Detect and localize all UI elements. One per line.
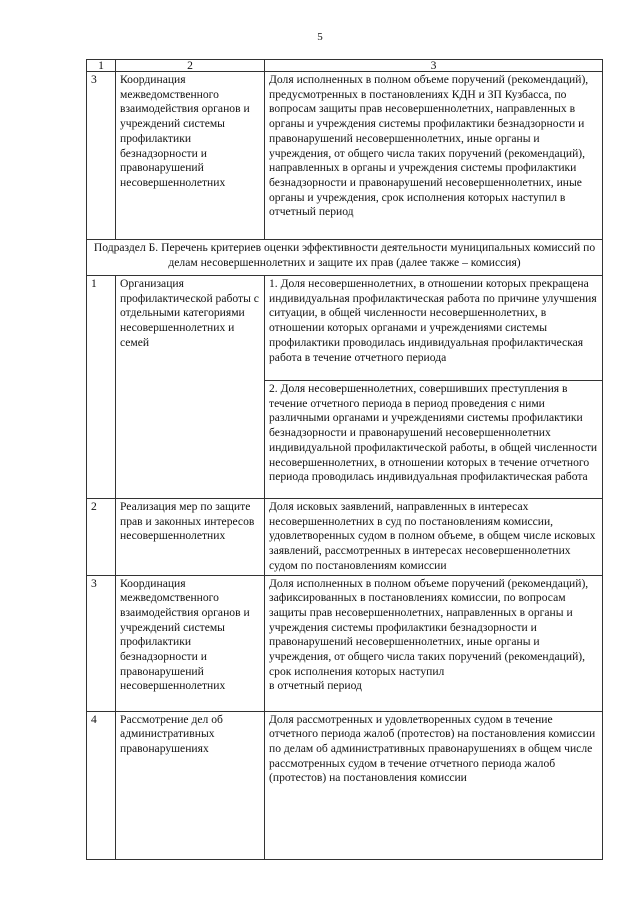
criterion-cell: Координация межведомственного взаимодействия органов и учреждений системы профилактики безнадзорности и правонарушений несовершеннолетних (116, 72, 265, 240)
criterion-cell: Рассмотрение дел об административных правонарушениях (116, 711, 265, 859)
criterion-cell: Реализация мер по защите прав и законных интересов несовершеннолетних (116, 499, 265, 576)
column-header: 3 (265, 60, 603, 72)
section-row (87, 240, 603, 276)
indicator-cell: Доля исполненных в полном объеме поручений (рекомендаций), предусмотренных в постановлениях КДН и ЗП Кузбасса, по вопросам защиты прав несовершеннолетних, направленных в органы и учреждения системы профилактики безнадзорности и правонарушений несовершеннолетних, иные органы и учреждения, от общего числа таких поручений (рекомендаций), направленных в органы и учреждения системы профилактики безнадзорности и правонарушений несовершеннолетних, иные органы и учреждения, срок исполнения которых наступил в отчетный период (265, 72, 603, 240)
table-row (87, 711, 603, 859)
section-b-title: Подраздел Б. Перечень критериев оценки эффективности деятельности муниципальных комиссий по делам несовершеннолетних и защите их прав (далее также – комиссия) (87, 240, 603, 276)
row-number: 1 (87, 276, 116, 499)
indicator-cell (265, 575, 603, 711)
column-header: 2 (116, 60, 265, 72)
row-number: 2 (87, 499, 116, 576)
criterion-cell: Организация профилактической работы с отдельными категориями несовершеннолетних и семей (116, 276, 265, 499)
indicator-cell: Доля рассмотренных и удовлетворенных судом в течение отчетного периода жалоб (протестов) на постановления комиссии по делам об административных правонарушениях в общем числе рассмотренных судом в течение отчетного периода жалоб (протестов) на постановления комиссии (265, 711, 603, 859)
row-number: 3 (87, 72, 116, 240)
table-row (87, 575, 603, 711)
criteria-table (86, 59, 603, 860)
page-number: 5 (317, 31, 323, 43)
indicator-text: в отчетный период (269, 679, 362, 693)
column-header: 1 (87, 60, 116, 72)
table-row (87, 499, 603, 576)
table-header-row (87, 60, 603, 72)
row-number: 4 (87, 711, 116, 859)
indicator-cell: Доля исковых заявлений, направленных в интересах несовершеннолетних в суд по постановлениям комиссии, удовлетворенных судом в полном объеме, в общем числе исковых заявлений, рассмотренных в интересах несовершеннолетних судом по постановлениям комиссии (265, 499, 603, 576)
table-row (87, 276, 603, 381)
row-number: 3 (87, 575, 116, 711)
indicator-cell: 2. Доля несовершеннолетних, совершивших преступления в течение отчетного периода в период проведения с ними различными органами и учреждениями системы профилактики безнадзорности и правонарушений несовершеннолетних индивидуальной профилактической работы, в общей численности несовершеннолетних, в отношении которых в течение отчетного периода проводилась индивидуальная профилактическая работа (265, 381, 603, 499)
criterion-cell: Координация межведомственного взаимодействия органов и учреждений системы профилактики безнадзорности и правонарушений несовершеннолетних (116, 575, 265, 711)
table-row (87, 72, 603, 240)
indicator-cell: 1. Доля несовершеннолетних, в отношении которых прекращена индивидуальная профилактическая работа по причине улучшения ситуации, в общей численности несовершеннолетних, в отношении которых органами и учреждениями системы профилактики проводилась индивидуальная профилактическая работа в течение отчетного периода (265, 276, 603, 381)
indicator-text: Доля исполненных в полном объеме поручений (рекомендаций), зафиксированных в постановлениях комиссии, по вопросам защиты прав несовершеннолетних, направленных в органы и учреждения системы профилактики безнадзорности и правонарушений несовершеннолетних, иные органы и учреждения, от общего числа таких поручений (рекомендаций), срок исполнения которых наступил (269, 576, 589, 678)
